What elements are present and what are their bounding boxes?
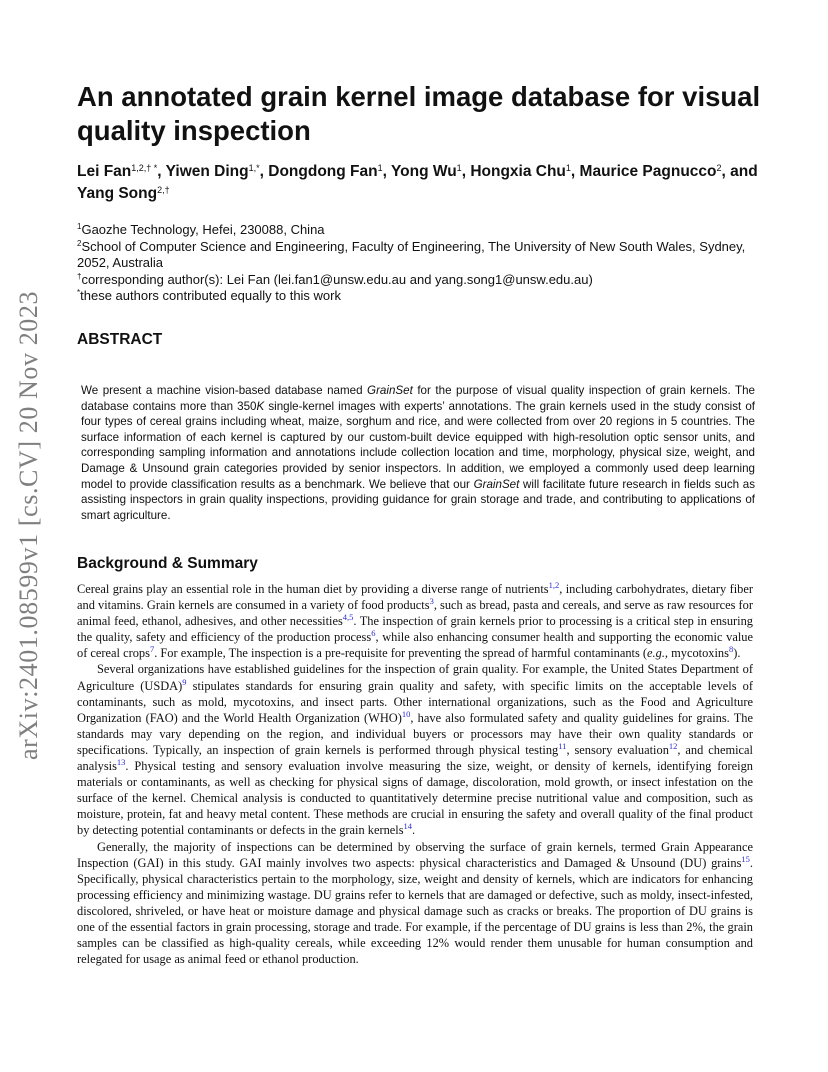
- author-affiliation-mark: 2: [716, 163, 722, 173]
- affiliation-list: [77, 222, 767, 305]
- author-separator: ,: [259, 163, 269, 180]
- dataset-name: GrainSet: [367, 384, 413, 397]
- citation-link[interactable]: 14: [403, 821, 413, 832]
- abstract-emphasis: K: [256, 399, 265, 413]
- citation-link[interactable]: 4,5: [342, 612, 354, 623]
- author-separator: ,: [157, 163, 166, 180]
- citation-link[interactable]: 15: [741, 853, 750, 864]
- author-separator: ,: [382, 163, 391, 180]
- citation-link[interactable]: 9: [182, 676, 187, 687]
- citation-link[interactable]: 3: [429, 596, 434, 607]
- paragraph: [77, 581, 753, 661]
- affiliation-text: Gaozhe Technology, Hefei, 230088, China: [81, 222, 325, 237]
- author-name: Yong Wu: [390, 163, 457, 180]
- citation-link[interactable]: 8: [728, 644, 734, 655]
- abstract-fragment: We present a machine vision-based database named: [81, 384, 368, 397]
- abstract-heading: ABSTRACT: [77, 331, 163, 348]
- text-fragment: , sensory evaluation: [566, 742, 669, 757]
- author-affiliation-mark: 1,2,† *: [131, 163, 158, 173]
- abstract-fragment: for the purpose of visual quality inspection of grain kernels. The database contains more than 350: [81, 384, 755, 413]
- background-body: [77, 581, 753, 967]
- corresponding-author: [77, 272, 767, 289]
- citation-link[interactable]: 10: [401, 708, 411, 719]
- citation-link[interactable]: 6: [371, 628, 376, 639]
- text-fragment: , including carbohydrates, dietary fiber and vitamins. Grain kernels are consumed in a variety of food products: [77, 582, 753, 613]
- author-separator: ,: [461, 163, 471, 180]
- abstract-fragment: will facilitate future research in fields such as assisting inspectors in grain quality inspections, providing guidance for grain storage and trade, and contributing to applications of smart agriculture.: [81, 477, 756, 522]
- arxiv-side-stamp: arXiv:2401.08599v1 [cs.CV] 20 Nov 2023: [14, 290, 43, 760]
- author-affiliation-mark: 2,†: [157, 185, 170, 195]
- citation-link[interactable]: 11: [558, 740, 567, 751]
- paragraph: [77, 661, 753, 838]
- affiliation-text: School of Computer Science and Engineering, Faculty of Engineering, The University of New South Wales, Sydney, 2052, Australia: [77, 238, 746, 271]
- author-name: Yiwen Ding: [165, 163, 249, 180]
- author-affiliation-mark: 1: [377, 163, 383, 173]
- author-affiliation-mark: 1: [565, 163, 571, 173]
- affiliation-mark: 2: [77, 238, 82, 248]
- author-affiliation-mark: 1,*: [248, 163, 260, 173]
- text-fragment: mycotoxins: [668, 646, 729, 661]
- text-fragment: stipulates standards for ensuring grain quality and safety, with specific limits on the acceptable levels of contaminants, such as mold, mycotoxins, and insect parts. Other international organizations, such as the Food and Agriculture Organization (FAO) and the World Health Organization (WHO): [77, 678, 753, 725]
- equal-contribution-note: [77, 288, 767, 305]
- text-fragment: .: [412, 823, 416, 838]
- text-fragment: Cereal grains play an essential role in the human diet by providing a diverse range of nutrients: [77, 582, 549, 596]
- author-name: Maurice Pagnucco: [579, 163, 717, 180]
- affiliation-mark: *: [77, 288, 81, 298]
- affiliation-text: corresponding author(s): Lei Fan (lei.fan1@unsw.edu.au and yang.song1@unsw.edu.au): [81, 271, 593, 287]
- text-fragment: , have also formulated safety and quality guidelines for grains. The standards may vary depending on the region, and individual buyers or processors may have their own quality standards or specifications. Typically, an inspection of grain kernels is performed through physical testing: [77, 710, 754, 757]
- affiliation-text: these authors contributed equally to this work: [80, 288, 341, 304]
- affiliation: [77, 222, 767, 239]
- author-name: Lei Fan: [77, 163, 132, 180]
- text-fragment: Generally, the majority of inspections can be determined by observing the surface of grain kernels, termed Grain Appearance Inspection (GAI) in this study. GAI mainly involves two aspects: physical characteristics and Damaged & Unsound (DU) grains: [77, 839, 753, 870]
- text-fragment: . Specifically, physical characteristics pertain to the morphology, size, weight and density of kernels, which are indicators for enhancing processing efficiency and minimizing wastage. DU grains refer to kernels that are damaged or defective, such as moldy, insect-infested, discolored, shriveled, or have heat or moisture damage and physical damage such as cracks or breaks. The proportion of DU grains is one of the essential factors in grain processing, storage and trade. For example, if the percentage of DU grains is less than 2%, the grain samples can be classified as high-quality cereals, while exceeding 12% would render them unusable for human consumption and relegated for usage as animal feed or ethanol production.: [77, 855, 753, 967]
- abstract-text: [81, 383, 755, 523]
- abstract-fragment: single-kernel images with experts’ annotations. The grain kernels used in the study consist of four types of cereal grains including wheat, maize, sorghum and rice, and were collected from over 20 regions in 5 countries. The surface information of each kernel is captured by our custom-built device equipped with high-resolution optic sensor units, and corresponding sampling information and annotations include collection location and time, morphology, physical size, weight, and Damage & Unsound grain categories provided by senior inspectors. In addition, we employed a commonly used deep learning model to provide classification results as a benchmark. We believe that our: [81, 399, 755, 491]
- citation-link[interactable]: 1,2: [548, 580, 560, 590]
- affiliation-mark: 1: [77, 222, 82, 231]
- dataset-name: GrainSet: [473, 477, 520, 491]
- text-fragment: . For example, The inspection is a pre-requisite for preventing the spread of harmful contaminants (: [154, 646, 648, 661]
- paper-title: An annotated grain kernel image database for visual quality inspection: [77, 81, 761, 146]
- text-fragment: , such as bread, pasta and cereals, and serve as raw resources for animal feed, ethanol, adhesives, and other necessities: [77, 598, 753, 629]
- citation-link[interactable]: 12: [668, 740, 678, 751]
- paragraph: [77, 839, 753, 968]
- affiliation: [77, 239, 767, 272]
- text-fragment: Several organizations have established guidelines for the inspection of grain quality. For example, the United States Department of Agriculture (USDA): [77, 662, 753, 693]
- author-affiliation-mark: 1: [456, 163, 462, 173]
- citation-link[interactable]: 7: [149, 644, 155, 655]
- author-list: [77, 161, 767, 205]
- affiliation-mark: †: [77, 271, 82, 281]
- author-name: Yang Song: [77, 185, 158, 202]
- author-separator: , and: [721, 163, 758, 180]
- author-name: Hongxia Chu: [470, 163, 566, 180]
- text-fragment: . The inspection of grain kernels prior to processing is a critical step in ensuring the quality, safety and efficiency of the production process: [77, 614, 753, 645]
- text-fragment: . Physical testing and sensory evaluation involve measuring the size, weight, or density of kernels, identifying foreign materials or contaminants, as well as checking for physical signs of damage, discoloration, mold growth, or insect infestation on the surface of the kernel. Chemical analysis is conducted to quantitatively determine precise nutritional value and composition, such as moisture, protein, fat and heavy metal content. These methods are crucial in ensuring the safety and overall quality of the final product by detecting potential contaminants or defects in the grain kernels: [77, 759, 753, 838]
- citation-link[interactable]: 13: [116, 757, 126, 768]
- text-fragment: ).: [733, 646, 741, 661]
- author-name: Dongdong Fan: [268, 163, 378, 180]
- author-separator: ,: [570, 163, 580, 180]
- text-emphasis: e.g.,: [647, 646, 669, 661]
- section-heading-background: Background & Summary: [77, 555, 258, 572]
- text-fragment: , while also enhancing consumer health and supporting the economic value of cereal crops: [77, 630, 753, 661]
- text-fragment: , and chemical analysis: [77, 742, 753, 774]
